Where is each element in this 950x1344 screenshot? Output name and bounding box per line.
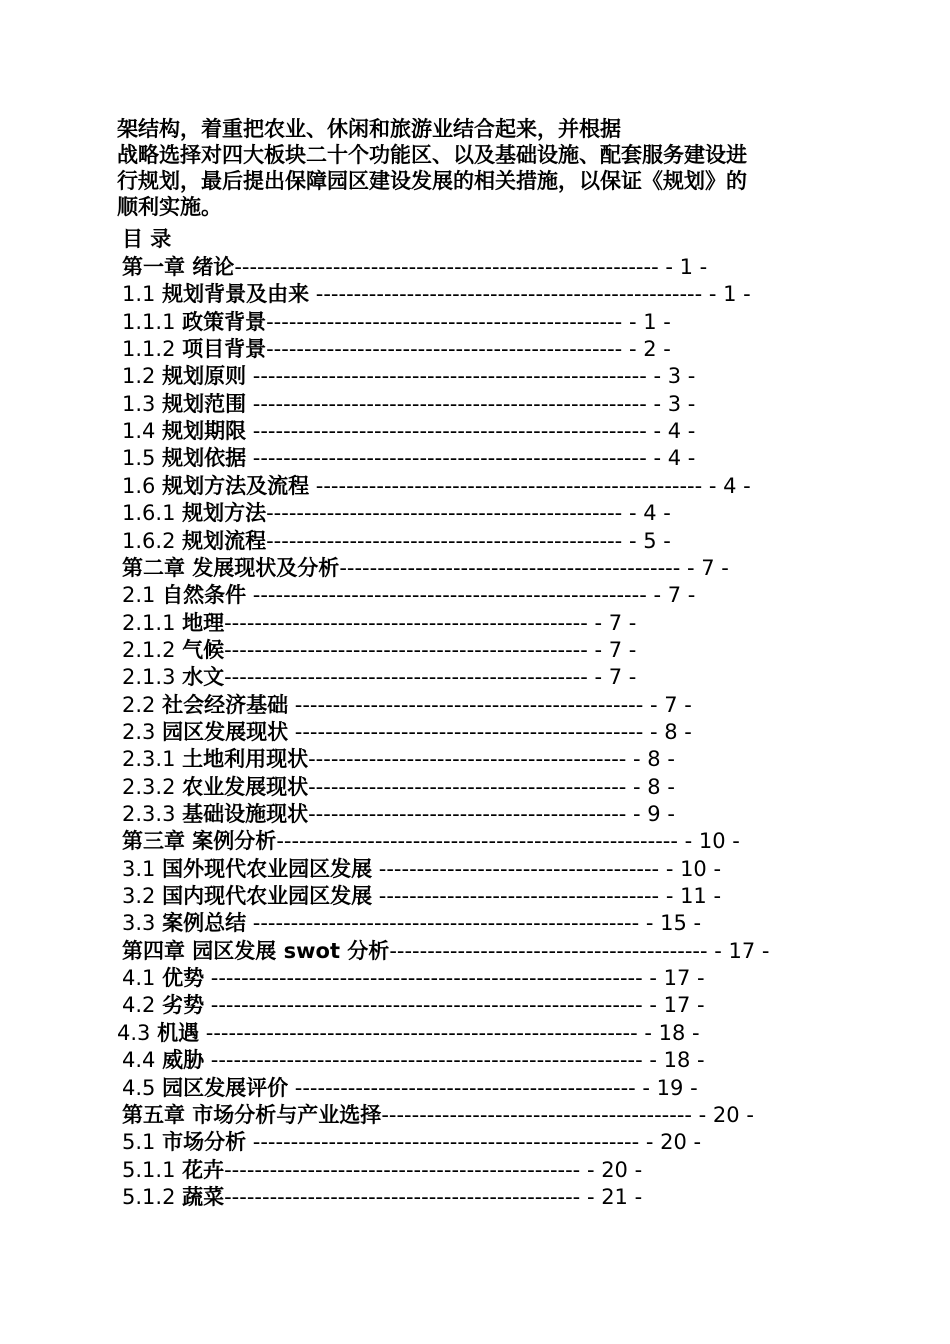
toc-entry[interactable] xyxy=(122,254,707,281)
toc-entry-number: 1.1 xyxy=(122,282,163,307)
toc-entry-page: - 10 - xyxy=(659,856,722,881)
toc-entry[interactable] xyxy=(122,938,769,965)
toc-entry-number: 2.1.3 xyxy=(122,665,183,690)
toc-entry-leader: ---------------------------------------------------- xyxy=(246,419,647,444)
toc-entry[interactable] xyxy=(122,1157,642,1184)
toc-entry[interactable] xyxy=(122,1102,754,1129)
toc-entry-number: 3.2 xyxy=(122,884,163,909)
toc-entry-title: 机遇 xyxy=(157,1020,200,1045)
toc-entry-page: - 20 - xyxy=(692,1102,754,1127)
toc-entry[interactable] xyxy=(122,965,705,992)
toc-entry-page: - 11 - xyxy=(659,884,722,909)
toc-entry-page: - 8 - xyxy=(626,774,675,799)
toc-entry[interactable] xyxy=(122,1184,642,1211)
toc-entry-page: - 7 - xyxy=(587,637,637,662)
toc-entry-number: 1.5 xyxy=(122,446,163,471)
toc-entry-title: 花卉 xyxy=(182,1157,225,1182)
toc-entry-page: - 15 - xyxy=(639,911,702,936)
toc-entry-page: - 19 - xyxy=(635,1075,698,1100)
toc-entry[interactable] xyxy=(122,1047,705,1074)
toc-entry[interactable] xyxy=(122,692,692,719)
toc-entry-number: 5.1 xyxy=(122,1130,163,1155)
toc-entry[interactable] xyxy=(122,555,729,582)
toc-entry-leader: --------------------------------------------- xyxy=(339,555,681,580)
toc-entry-title: 地理 xyxy=(182,610,225,635)
toc-entry-number: 2.3.3 xyxy=(122,802,183,826)
toc-entry-leader: ---------------------------------------------------- xyxy=(246,391,647,416)
toc-entry-leader: --------------------------------------------------- xyxy=(246,1130,640,1155)
toc-entry-leader: --------------------------------------------------------- xyxy=(204,993,643,1018)
toc-entry[interactable] xyxy=(122,528,671,555)
toc-entry-number: 5.1.1 xyxy=(122,1157,183,1182)
toc-entry-leader: ------------------------------------------ xyxy=(308,802,627,826)
toc-entry-title: 国内现代农业园区发展 xyxy=(162,884,373,909)
toc-entry-leader: --------------------------------------------------------- xyxy=(204,1048,643,1073)
toc-entry[interactable] xyxy=(122,610,636,637)
toc-entry-page: - 1 - xyxy=(658,255,708,279)
toc-entry-page: - 7 - xyxy=(643,692,692,717)
toc-entry-page: - 17 - xyxy=(707,938,770,963)
toc-entry-page: - 10 - xyxy=(677,829,740,854)
toc-entry-leader: --------------------------------------------------- xyxy=(309,473,703,498)
toc-entry-page: - 3 - xyxy=(646,364,696,389)
toc-entry-leader: ------------------------------------------------ xyxy=(224,637,588,662)
toc-entry-title: 自然条件 xyxy=(162,583,247,608)
toc-entry-title: 第二章 发展现状及分析 xyxy=(122,555,340,580)
toc-entry-number: 4.5 xyxy=(122,1075,163,1100)
toc-entry-title: 土地利用现状 xyxy=(182,747,309,772)
toc-entry-number: 1.2 xyxy=(122,364,163,389)
toc-entry[interactable] xyxy=(122,500,671,527)
toc-entry-title: 国外现代农业园区发展 xyxy=(162,856,373,881)
toc-entry-page: - 18 - xyxy=(637,1020,700,1045)
toc-entry-title: 蔬菜 xyxy=(182,1184,225,1209)
toc-entry-title: 威胁 xyxy=(162,1048,205,1073)
toc-entry-leader: ----------------------------------------------- xyxy=(266,309,623,334)
toc-entry[interactable] xyxy=(122,281,751,308)
toc-entry-title: 规划方法及流程 xyxy=(162,473,310,498)
toc-entry-leader: --------------------------------------------------------- xyxy=(199,1020,638,1045)
toc-entry[interactable] xyxy=(122,774,675,801)
toc-entry-leader: ------------------------------------------ xyxy=(389,938,708,963)
toc-entry-title: 园区发展现状 xyxy=(162,719,289,744)
toc-entry-title: 社会经济基础 xyxy=(162,692,289,717)
toc-entry-leader: ------------------------------------------------ xyxy=(224,665,588,690)
toc-entry-leader: --------------------------------------------------- xyxy=(246,911,640,936)
toc-entry-leader: ------------------------------------------------ xyxy=(224,610,588,635)
toc-entry-leader: --------------------------------------------------- xyxy=(309,282,703,307)
toc-entry-title: 第五章 市场分析与产业选择 xyxy=(122,1102,382,1127)
toc-entry-number: 1.6 xyxy=(122,473,163,498)
toc-entry[interactable] xyxy=(122,418,695,445)
toc-entry-title: 第三章 案例分析 xyxy=(122,829,277,854)
toc-entry-title: 规划依据 xyxy=(162,446,247,471)
toc-entry-title: 项目背景 xyxy=(182,337,267,362)
toc-entry-number: 4.3 xyxy=(117,1020,158,1045)
toc-entry-title: 优势 xyxy=(162,966,205,991)
toc-entry-title: 政策背景 xyxy=(182,309,267,334)
toc-entry-page: - 4 - xyxy=(646,446,696,471)
toc-entry[interactable] xyxy=(122,910,701,937)
toc-entry-leader: -------------------------------------------------------- xyxy=(234,255,659,279)
toc-entry-page: - 20 - xyxy=(639,1130,702,1155)
toc-entry[interactable] xyxy=(122,664,636,691)
toc-entry-number: 3.1 xyxy=(122,856,163,881)
toc-entry-page: - 7 - xyxy=(587,610,637,635)
toc-entry-page: - 18 - xyxy=(642,1048,705,1073)
toc-entry-number: 2.3 xyxy=(122,719,163,744)
toc-entry-page: - 17 - xyxy=(642,993,705,1018)
toc-entry-title: 基础设施现状 xyxy=(182,802,309,826)
toc-entry[interactable] xyxy=(122,309,671,336)
toc-entry-page: - 21 - xyxy=(580,1184,643,1209)
toc-entry-number: 2.3.1 xyxy=(122,747,183,772)
toc-entry-leader: ------------------------------------- xyxy=(372,884,660,909)
toc-entry-title: 规划期限 xyxy=(162,419,247,444)
toc-entry-number: 2.1.1 xyxy=(122,610,183,635)
toc-entry-number: 5.1.2 xyxy=(122,1184,183,1209)
toc-entry[interactable] xyxy=(122,363,695,390)
toc-entry-number: 4.2 xyxy=(122,993,163,1018)
toc-entry-number: 1.1.2 xyxy=(122,337,183,362)
toc-entry-page: - 7 - xyxy=(680,555,729,580)
toc-entry-leader: ----------------------------------------------- xyxy=(224,1157,581,1182)
toc-entry-leader: ------------------------------------- xyxy=(372,856,660,881)
toc-entry[interactable] xyxy=(122,1075,698,1102)
toc-entry-title: 水文 xyxy=(182,665,225,690)
toc-entry-leader: ---------------------------------------------- xyxy=(288,692,644,717)
intro-paragraph xyxy=(117,116,847,220)
toc-entry-leader: ---------------------------------------------------- xyxy=(246,446,647,471)
toc-entry-title: 劣势 xyxy=(162,993,205,1018)
toc-entry[interactable] xyxy=(117,1020,700,1047)
toc-entry-leader: ----------------------------------------------- xyxy=(266,501,623,526)
toc-entry[interactable] xyxy=(122,637,636,664)
toc-entry-leader: ---------------------------------------------------- xyxy=(246,583,647,608)
toc-entry[interactable] xyxy=(122,445,695,472)
toc-entry-title: 园区发展评价 xyxy=(162,1075,289,1100)
toc-entry-leader: ----------------------------------------------- xyxy=(224,1184,581,1209)
toc-entry-page: - 20 - xyxy=(580,1157,643,1182)
toc-entry-number: 2.2 xyxy=(122,692,163,717)
toc-entry-page: - 8 - xyxy=(643,719,692,744)
toc-entry-title: 规划方法 xyxy=(182,501,267,526)
toc-entry-leader: ----------------------------------------------- xyxy=(266,528,623,553)
toc-entry-page: - 1 - xyxy=(622,309,671,334)
toc-entry[interactable] xyxy=(122,828,740,855)
toc-entry-number: 1.1.1 xyxy=(122,309,183,334)
toc-entry-number: 2.3.2 xyxy=(122,774,183,799)
intro-line: 战略选择对四大板块二十个功能区、以及基础设施、配套服务建设进 xyxy=(117,143,747,167)
intro-line: 架结构，着重把农业、休闲和旅游业结合起来，并根据 xyxy=(117,117,621,141)
toc-entry-page: - 4 - xyxy=(702,473,751,498)
toc-entry-page: - 3 - xyxy=(646,391,696,416)
toc-entry-number: 3.3 xyxy=(122,911,163,936)
toc-entry-page: - 9 - xyxy=(626,802,675,826)
toc-entry-title: 案例总结 xyxy=(162,911,247,936)
toc-entry-leader: --------------------------------------------- xyxy=(288,1075,636,1100)
toc-entry-page: - 1 - xyxy=(702,282,751,307)
intro-line: 行规划，最后提出保障园区建设发展的相关措施，以保证《规划》的 xyxy=(117,169,747,193)
toc-entry-page: - 8 - xyxy=(626,747,675,772)
toc-entry-page: - 4 - xyxy=(622,501,671,526)
toc-entry-page: - 4 - xyxy=(646,419,696,444)
toc-entry-number: 1.6.1 xyxy=(122,501,183,526)
toc-entry[interactable] xyxy=(122,473,751,500)
toc-entry-leader: ----------------------------------------------- xyxy=(266,337,623,362)
toc-entry-page: - 2 - xyxy=(622,337,671,362)
toc-entry-leader: --------------------------------------------------------- xyxy=(204,966,643,991)
toc-entry-title: 第一章 绪论 xyxy=(122,255,235,279)
toc-entry-page: - 5 - xyxy=(622,528,671,553)
toc-entry-leader: ---------------------------------------------------- xyxy=(246,364,647,389)
toc-entry[interactable] xyxy=(122,746,675,773)
toc-entry[interactable] xyxy=(122,1129,701,1156)
toc-entry-title: 第四章 园区发展 swot 分析 xyxy=(122,938,390,963)
toc-entry[interactable] xyxy=(122,336,671,363)
toc-entry[interactable] xyxy=(122,719,692,746)
toc-entry[interactable] xyxy=(122,391,695,418)
toc-entry[interactable] xyxy=(122,801,675,828)
toc-entry-title: 规划背景及由来 xyxy=(162,282,310,307)
toc-title: 目 录 xyxy=(122,227,172,251)
toc-entry-number: 1.4 xyxy=(122,419,163,444)
toc-entry-number: 2.1 xyxy=(122,583,163,608)
toc-entry-page: - 17 - xyxy=(642,966,705,991)
toc-entry-title: 农业发展现状 xyxy=(182,774,309,799)
toc-entry-page: - 7 - xyxy=(646,583,696,608)
toc-entry[interactable] xyxy=(122,883,721,910)
intro-line: 顺利实施。 xyxy=(117,195,222,219)
toc-entry-leader: ------------------------------------------ xyxy=(308,774,627,799)
toc-entry-number: 2.1.2 xyxy=(122,637,183,662)
toc-entry-page: - 7 - xyxy=(587,665,637,690)
toc-entry-title: 市场分析 xyxy=(162,1130,247,1155)
toc-entry-title: 规划流程 xyxy=(182,528,267,553)
toc-entry[interactable] xyxy=(122,856,721,883)
toc-entry-leader: ---------------------------------------------- xyxy=(288,719,644,744)
toc-entry[interactable] xyxy=(122,582,695,609)
toc-entry-number: 1.6.2 xyxy=(122,528,183,553)
toc-entry-number: 4.4 xyxy=(122,1048,163,1073)
toc-entry-title: 气候 xyxy=(182,637,225,662)
toc-entry-title: 规划原则 xyxy=(162,364,247,389)
toc-entry-leader: ------------------------------------------ xyxy=(308,747,627,772)
toc-entry[interactable] xyxy=(122,992,705,1019)
toc-entry-title: 规划范围 xyxy=(162,391,247,416)
toc-entry-number: 1.3 xyxy=(122,391,163,416)
toc-entry-number: 4.1 xyxy=(122,966,163,991)
toc-entry-leader: ----------------------------------------------------- xyxy=(276,829,678,854)
toc-entry-leader: ----------------------------------------- xyxy=(381,1102,692,1127)
